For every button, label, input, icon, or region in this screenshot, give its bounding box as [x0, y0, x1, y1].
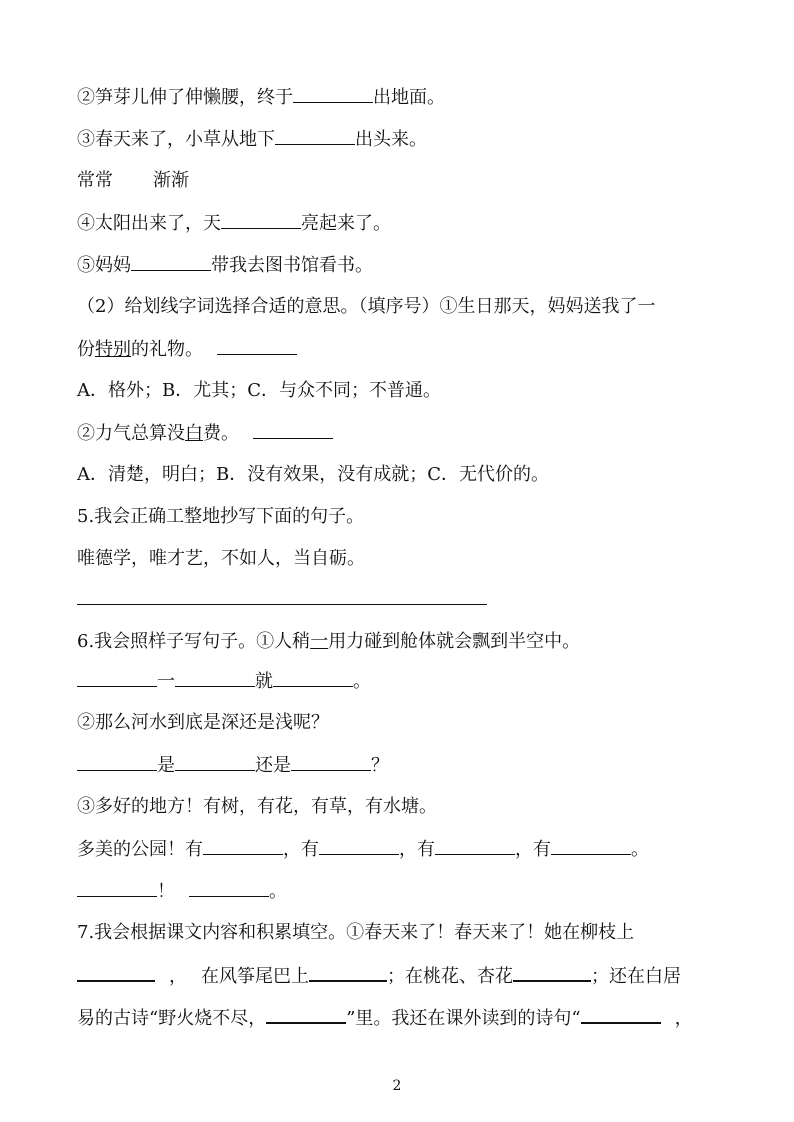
question-line — [77, 880, 287, 903]
text: 多美的公园！有 — [77, 839, 203, 860]
text: 带我去图书馆看书。 — [211, 255, 373, 276]
answer-blank[interactable] — [293, 86, 373, 103]
text: ③春天来了，小草从地下 — [77, 129, 275, 150]
answer-blank[interactable] — [309, 964, 387, 982]
text: 唯德学，唯才艺，不如人，当自砺。 — [77, 548, 365, 569]
section-heading — [77, 631, 580, 653]
text: 。 — [269, 881, 287, 902]
answer-blank[interactable] — [77, 670, 157, 687]
text: 费。 — [203, 423, 239, 444]
text: 用力碰到舱体就会飘到半空中。 — [328, 631, 581, 652]
text: 6.我会照样子写句子。①人稍 — [77, 631, 311, 652]
question-line — [77, 796, 437, 818]
text: 就 — [255, 671, 273, 692]
options-line — [77, 380, 441, 402]
answer-blank[interactable] — [266, 1006, 346, 1024]
question-line — [77, 670, 371, 693]
copy-sentence — [77, 548, 365, 570]
answer-blank[interactable] — [189, 880, 269, 897]
text: 份 — [77, 339, 95, 360]
text: ④太阳出来了，天 — [77, 213, 221, 234]
answer-blank[interactable] — [551, 838, 631, 855]
underlined-word: 特别 — [95, 339, 131, 360]
options-line — [77, 464, 549, 486]
answer-blank[interactable] — [77, 964, 155, 982]
question-line — [77, 422, 333, 445]
question-line — [77, 338, 297, 361]
text: 一 — [157, 671, 175, 692]
question-line — [77, 712, 329, 734]
question-line — [77, 838, 649, 861]
section-heading — [77, 922, 634, 944]
text: ！ — [157, 881, 175, 902]
text: 5.我会正确工整地抄写下面的句子。 — [77, 506, 365, 527]
text: 亮起来了。 — [301, 213, 391, 234]
text: ②笋芽儿伸了伸懒腰，终于 — [77, 87, 293, 108]
word-choices — [77, 170, 189, 192]
text: 还是 — [255, 755, 291, 776]
copy-answer-line[interactable] — [77, 604, 487, 605]
question-line — [77, 128, 427, 151]
text: （2）给划线字词选择合适的意思。（填序号）①生日那天，妈妈送我了一 — [77, 296, 656, 317]
text: ，有 — [399, 839, 435, 860]
word-option: 常常 — [77, 170, 113, 191]
answer-blank[interactable] — [581, 1006, 661, 1024]
text: 易的古诗“野火烧不尽， — [77, 1008, 267, 1029]
text: ， — [674, 1008, 693, 1029]
question-line — [77, 254, 373, 277]
answer-blank[interactable] — [77, 880, 157, 897]
text: 出头来。 — [355, 129, 427, 150]
text: 在风筝尾巴上 — [201, 966, 309, 987]
underlined-word: 白 — [185, 423, 203, 444]
text: ， — [169, 966, 187, 987]
text: 。 — [353, 671, 371, 692]
answer-blank[interactable] — [435, 838, 515, 855]
text: 出地面。 — [373, 87, 445, 108]
answer-blank[interactable] — [319, 838, 399, 855]
question-line — [77, 754, 389, 777]
section-heading — [77, 506, 364, 528]
answer-blank[interactable] — [175, 754, 255, 771]
text: 的礼物。 — [131, 339, 203, 360]
text: ⑤妈妈 — [77, 255, 131, 276]
text: A．格外；B．尤其；C．与众不同；不普通。 — [77, 380, 441, 401]
question-line — [77, 86, 445, 109]
question-line — [77, 1006, 693, 1030]
text: ②那么河水到底是深还是浅呢？ — [77, 712, 329, 733]
page-number: 2 — [392, 1078, 402, 1094]
text: ③多好的地方！有树，有花，有草，有水塘。 — [77, 796, 437, 817]
text: ”里。我还在课外读到的诗句“ — [346, 1008, 581, 1029]
text: ，有 — [283, 839, 319, 860]
text: ；在桃花、杏花 — [387, 966, 513, 987]
question-line — [77, 212, 391, 235]
answer-blank[interactable] — [221, 212, 301, 229]
underlined-word: 一 — [310, 631, 329, 652]
question-line — [77, 964, 681, 988]
word-option: 渐渐 — [153, 170, 189, 191]
text: ，有 — [515, 839, 551, 860]
answer-blank[interactable] — [131, 254, 211, 271]
text: 7.我会根据课文内容和积累填空。①春天来了！春天来了！她在柳枝上 — [77, 922, 635, 943]
answer-blank[interactable] — [275, 128, 355, 145]
answer-blank[interactable] — [77, 754, 157, 771]
text: A．清楚，明白；B．没有效果，没有成就；C．无代价的。 — [77, 464, 549, 485]
answer-blank[interactable] — [253, 422, 333, 439]
answer-blank[interactable] — [291, 754, 371, 771]
text: ；还在白居 — [591, 966, 681, 987]
answer-blank[interactable] — [203, 838, 283, 855]
question-line — [77, 296, 655, 318]
answer-blank[interactable] — [217, 338, 297, 355]
answer-blank[interactable] — [513, 964, 591, 982]
text: 是 — [157, 755, 175, 776]
text: ②力气总算没 — [77, 423, 185, 444]
answer-blank[interactable] — [175, 670, 255, 687]
text: ？ — [371, 755, 389, 776]
answer-blank[interactable] — [273, 670, 353, 687]
text: 。 — [631, 839, 649, 860]
